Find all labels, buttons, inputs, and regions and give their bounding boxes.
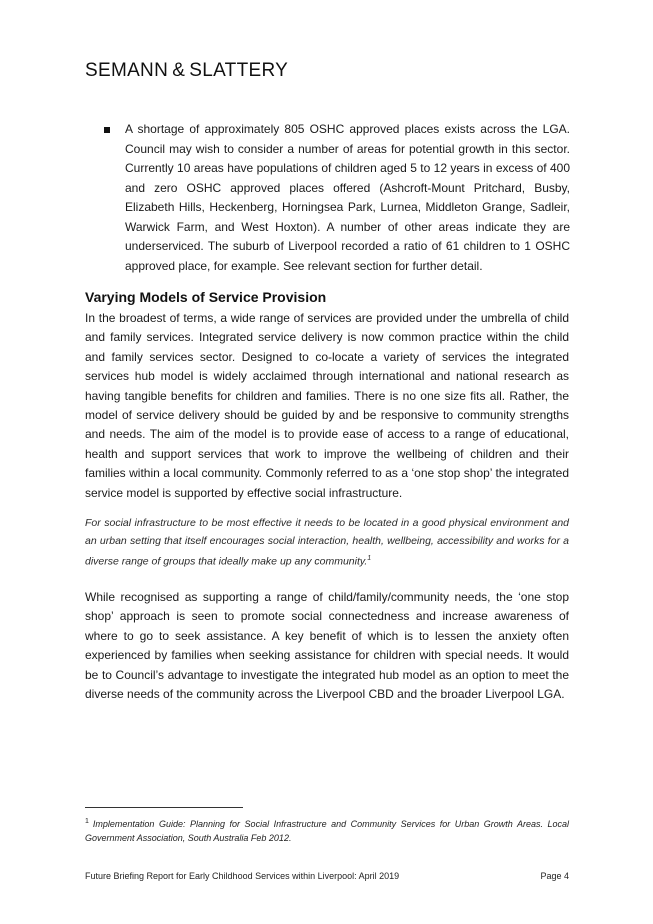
footnote-number: 1 xyxy=(85,818,89,825)
quote-text: For social infrastructure to be most effective it needs to be located in a good physical environment and an urban setting that itself encourages social interaction, health, wellbeing, accessibility and works for a diverse range of groups that ideally make up any community. xyxy=(85,517,569,568)
footnote-text: Implementation Guide: Planning for Social Infrastructure and Community Services for Urban Growth Areas. Local Government Association, South Australia Feb 2012. xyxy=(85,819,569,843)
footer-page-number: Page 4 xyxy=(540,871,569,881)
footnote-divider xyxy=(85,807,243,808)
bullet-text: A shortage of approximately 805 OSHC approved places exists across the LGA. Council may wish to consider a number of areas for potential growth in this sector. Currently 10 areas have populations of children aged 5 to 12 years in excess of 400 and zero OSHC approved places offered (Ashcroft-Mount Pritchard, Busby, Elizabeth Hills, Heckenberg, Horningsea Park, Lurnea, Middleton Grange, Sadleir, Warwick Farm, and West Hoxton). A number of other areas indicate they are underserviced. The suburb of Liverpool recorded a ratio of 61 children to 1 OSHC approved place, for example. See relevant section for further detail. xyxy=(125,122,570,273)
italic-quote xyxy=(85,515,569,571)
body-paragraph-2: While recognised as supporting a range of child/family/community needs, the ‘one stop shop’ approach is seen to promote social connectedness and increase awareness of where to go to seek assistance. A key benefit of which is to lessen the anxiety often experienced by families when seeking assistance for children with special needs. It would be to Council’s advantage to investigate the integrated hub model as an option to meet the diverse needs of the community across the Liverpool CBD and the broader Liverpool LGA. xyxy=(85,590,569,702)
section-heading: Varying Models of Service Provision xyxy=(85,289,327,305)
company-logo: SEMANN & SLATTERY xyxy=(85,60,289,81)
bullet-square-icon xyxy=(104,127,110,133)
footnote-reference[interactable]: 1 xyxy=(367,555,372,562)
footer-document-title: Future Briefing Report for Early Childhood Services within Liverpool: April 2019 xyxy=(85,871,400,881)
body-paragraph-1: In the broadest of terms, a wide range of services are provided under the umbrella of child and family services. Integrated service delivery is now common practice within the child and family services sector. Designed to co-locate a variety of services the integrated services hub model is widely acclaimed through international and national research as having tangible benefits for children and families. There is no one size fits all. Rather, the model of service delivery should be guided by and be responsive to community strengths and needs. The aim of the model is to provide ease of access to a range of educational, health and support services that work to improve the wellbeing of children and their families within a local community. Commonly referred to as a ‘one stop shop’ the integrated service model is supported by effective social infrastructure. xyxy=(85,311,569,500)
bullet-list-item xyxy=(104,120,570,276)
footnote xyxy=(85,815,569,845)
